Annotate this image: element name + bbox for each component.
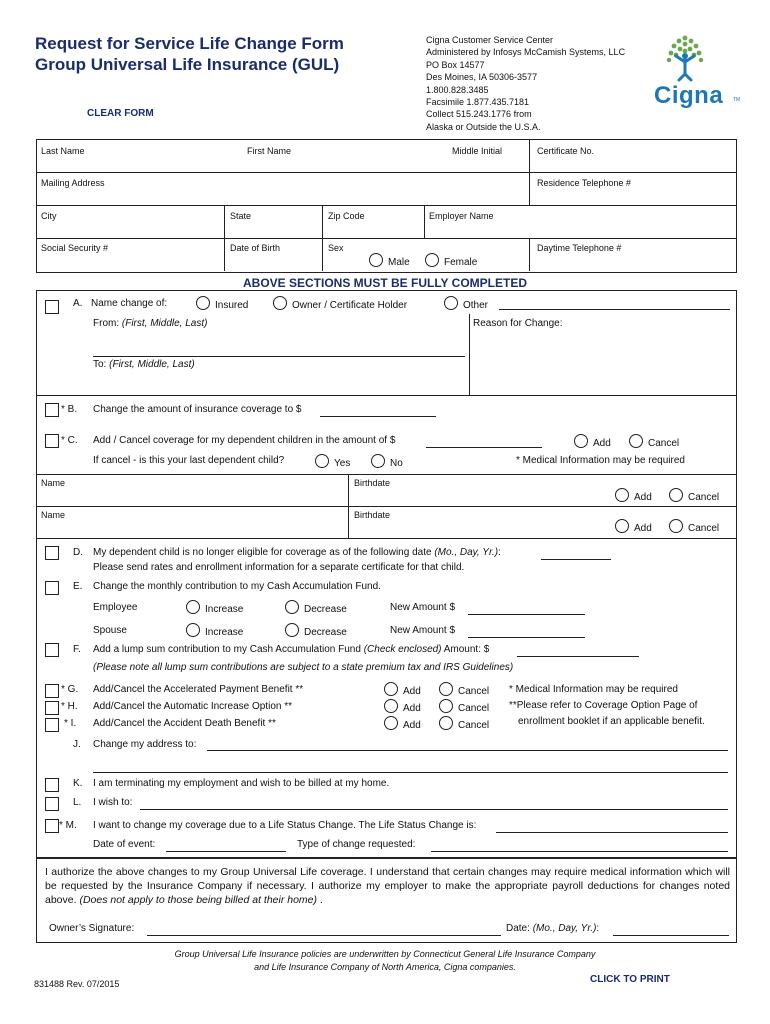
- section-g-checkbox[interactable]: [45, 684, 59, 698]
- section-c-letter: * C.: [61, 435, 78, 446]
- section-i-letter: * I.: [64, 718, 77, 729]
- ineligible-date-input[interactable]: [541, 559, 611, 560]
- section-g-cancel-radio[interactable]: Cancel: [439, 682, 489, 697]
- dependent-2-name-field[interactable]: Name: [41, 510, 66, 520]
- radio-icon[interactable]: [439, 699, 453, 713]
- dependent-2-birthdate-field[interactable]: Birthdate: [354, 510, 391, 520]
- section-d-letter: D.: [73, 547, 83, 558]
- section-e-checkbox[interactable]: [45, 581, 59, 595]
- employee-new-amount-label: New Amount $: [390, 602, 456, 613]
- date-of-event-label: Date of event:: [93, 839, 156, 850]
- ssn-field[interactable]: Social Security #: [41, 243, 109, 253]
- radio-icon[interactable]: [669, 488, 683, 502]
- authorization-text: I authorize the above changes to my Group Universal Life coverage. I understand that certain changes may require medical information which will be requested by the Insurance Company if necessary. I authorize my employer to make the appropriate payroll deductions for changes noted above. (Does not apply to those being billed at their home) .: [45, 866, 730, 906]
- signature-date-label: Date: (Mo., Day, Yr.):: [506, 923, 600, 934]
- dependent-2-add-radio[interactable]: Add: [615, 519, 652, 534]
- section-h-letter: * H.: [61, 701, 78, 712]
- sex-label: Sex: [328, 243, 344, 253]
- section-k-text: I am terminating my employment and wish to be billed at my home.: [93, 778, 390, 789]
- residence-phone-field[interactable]: Residence Telephone #: [537, 178, 631, 188]
- section-i-cancel-radio[interactable]: Cancel: [439, 716, 489, 731]
- wish-to-input[interactable]: [140, 809, 728, 810]
- section-f-text: Add a lump sum contribution to my Cash Accumulation Fund (Check enclosed) Amount: $: [93, 644, 490, 655]
- owner-signature-label: Owner’s Signature:: [49, 923, 135, 934]
- print-button[interactable]: CLICK TO PRINT: [590, 974, 670, 985]
- radio-icon[interactable]: [285, 623, 299, 637]
- service-center-address: Cigna Customer Service Center Administered by Infosys McCamish Systems, LLC PO Box 14577 Des Moines, IA 50306-3577 1.800.828.3485 Facsimile 1.877.435.7181 Collect 515.243.1776 from Alaska or Outside the U.S.A.: [426, 35, 626, 132]
- radio-icon[interactable]: [615, 488, 629, 502]
- employee-new-amount-input[interactable]: [468, 614, 585, 615]
- section-d-checkbox[interactable]: [45, 546, 59, 560]
- radio-icon[interactable]: [444, 296, 458, 310]
- radio-icon[interactable]: [384, 716, 398, 730]
- section-i-text: Add/Cancel the Accident Death Benefit **: [93, 718, 276, 729]
- section-m-checkbox[interactable]: [45, 819, 59, 833]
- first-name-field[interactable]: First Name: [247, 146, 292, 156]
- trademark-mark: TM: [733, 97, 741, 103]
- from-name-field[interactable]: From: (First, Middle, Last): [93, 318, 208, 329]
- change-type-label: Type of change requested:: [297, 839, 416, 850]
- section-g-text: Add/Cancel the Accelerated Payment Benefit **: [93, 684, 304, 695]
- section-e-letter: E.: [73, 581, 83, 592]
- to-name-field[interactable]: To: (First, Middle, Last): [93, 359, 195, 370]
- section-c-text: Add / Cancel coverage for my dependent children in the amount of $: [93, 435, 396, 446]
- section-a-letter: A.: [73, 298, 83, 309]
- section-j-letter: J.: [73, 739, 81, 750]
- radio-icon[interactable]: [669, 519, 683, 533]
- zip-field[interactable]: Zip Code: [328, 211, 365, 221]
- sex-female-radio[interactable]: Female: [425, 253, 477, 268]
- lump-sum-amount-input[interactable]: [517, 656, 639, 657]
- new-address-input-2[interactable]: [93, 772, 728, 773]
- spouse-new-amount-label: New Amount $: [390, 625, 456, 636]
- underwriting-note-1: Group Universal Life Insurance policies are underwritten by Connecticut General Life Insurance Company: [174, 949, 596, 959]
- section-m-text: I want to change my coverage due to a Life Status Change. The Life Status Change is:: [93, 820, 477, 831]
- radio-icon[interactable]: [315, 454, 329, 468]
- radio-icon[interactable]: [615, 519, 629, 533]
- medical-info-note: * Medical Information may be required: [516, 455, 685, 466]
- radio-icon[interactable]: [186, 600, 200, 614]
- last-child-no-radio[interactable]: No: [371, 454, 403, 469]
- employer-field[interactable]: Employer Name: [429, 211, 494, 221]
- underwriting-note-2: and Life Insurance Company of North America, Cigna companies.: [254, 962, 516, 972]
- cigna-logo-text: Cigna: [654, 82, 724, 109]
- section-g-letter: * G.: [61, 684, 79, 695]
- reason-for-change-field[interactable]: Reason for Change:: [473, 318, 563, 329]
- spouse-decrease-radio[interactable]: Decrease: [285, 623, 347, 638]
- section-c-add-radio[interactable]: Add: [574, 434, 611, 449]
- section-c-checkbox[interactable]: [45, 434, 59, 448]
- section-i-add-radio[interactable]: Add: [384, 716, 421, 731]
- mailing-address-field[interactable]: Mailing Address: [41, 178, 105, 188]
- dependent-amount-input[interactable]: [426, 447, 542, 448]
- radio-icon[interactable]: [186, 623, 200, 637]
- section-h-add-radio[interactable]: Add: [384, 699, 421, 714]
- section-m-letter: * M.: [59, 820, 77, 831]
- middle-initial-field[interactable]: Middle Initial: [452, 146, 503, 156]
- section-l-text: I wish to:: [93, 797, 133, 808]
- section-h-checkbox[interactable]: [45, 701, 59, 715]
- radio-icon[interactable]: [425, 253, 439, 267]
- insured-radio[interactable]: Insured: [196, 296, 248, 311]
- section-c-cancel-radio[interactable]: Cancel: [629, 434, 679, 449]
- certificate-no-field[interactable]: Certificate No.: [537, 146, 595, 156]
- section-a-label: Name change of:: [91, 298, 168, 309]
- section-h-cancel-radio[interactable]: Cancel: [439, 699, 489, 714]
- owner-signature-input[interactable]: [147, 935, 501, 936]
- section-h-text: Add/Cancel the Automatic Increase Option **: [93, 701, 293, 712]
- ghi-coverage-note: **Please refer to Coverage Option Page of: [509, 700, 698, 711]
- last-child-question: If cancel - is this your last dependent child?: [93, 455, 285, 466]
- other-radio[interactable]: Other: [444, 296, 488, 311]
- dob-field[interactable]: Date of Birth: [230, 243, 281, 253]
- section-j-text: Change my address to:: [93, 739, 197, 750]
- section-l-checkbox[interactable]: [45, 797, 59, 811]
- radio-icon[interactable]: [369, 253, 383, 267]
- radio-icon[interactable]: [439, 716, 453, 730]
- radio-icon[interactable]: [196, 296, 210, 310]
- spouse-increase-radio[interactable]: Increase: [186, 623, 243, 638]
- section-f-checkbox[interactable]: [45, 643, 59, 657]
- dependent-2-cancel-radio[interactable]: Cancel: [669, 519, 719, 534]
- dependent-1-name-field[interactable]: Name: [41, 478, 66, 488]
- radio-icon[interactable]: [439, 682, 453, 696]
- clear-form-button[interactable]: CLEAR FORM: [87, 108, 154, 119]
- state-field[interactable]: State: [230, 211, 252, 221]
- life-status-change-input[interactable]: [496, 832, 728, 833]
- from-name-input[interactable]: [93, 356, 465, 357]
- dependent-1-cancel-radio[interactable]: Cancel: [669, 488, 719, 503]
- employee-label: Employee: [93, 602, 138, 613]
- section-a-checkbox[interactable]: [45, 300, 59, 314]
- signature-date-input[interactable]: [613, 935, 729, 936]
- ghi-medical-note: * Medical Information may be required: [509, 684, 678, 695]
- radio-icon[interactable]: [574, 434, 588, 448]
- section-d-text: My dependent child is no longer eligible for coverage as of the following date (Mo., Day, Yr.):: [93, 547, 501, 558]
- daytime-phone-field[interactable]: Daytime Telephone #: [537, 243, 622, 253]
- section-g-add-radio[interactable]: Add: [384, 682, 421, 697]
- employee-decrease-radio[interactable]: Decrease: [285, 600, 347, 615]
- coverage-amount-input[interactable]: [320, 416, 436, 417]
- section-i-checkbox[interactable]: [45, 718, 59, 732]
- required-banner: ABOVE SECTIONS MUST BE FULLY COMPLETED: [242, 276, 528, 290]
- radio-icon[interactable]: [371, 454, 385, 468]
- form-subtitle: Group Universal Life Insurance (GUL): [35, 55, 340, 74]
- last-child-yes-radio[interactable]: Yes: [315, 454, 350, 469]
- section-f-note: (Please note all lump sum contributions are subject to a state premium tax and IRS Guidelines): [93, 662, 514, 673]
- new-address-input[interactable]: [207, 750, 728, 751]
- radio-icon[interactable]: [384, 682, 398, 696]
- city-field[interactable]: City: [41, 211, 57, 221]
- date-of-event-input[interactable]: [166, 851, 286, 852]
- section-d-line2: Please send rates and enrollment information for a separate certificate for that child.: [93, 562, 465, 573]
- employee-increase-radio[interactable]: Increase: [186, 600, 243, 615]
- section-k-checkbox[interactable]: [45, 778, 59, 792]
- radio-icon[interactable]: [629, 434, 643, 448]
- form-title: Request for Service Life Change Form: [35, 34, 344, 53]
- section-f-letter: F.: [73, 644, 81, 655]
- change-type-input[interactable]: [431, 851, 728, 852]
- radio-icon[interactable]: [384, 699, 398, 713]
- section-b-letter: * B.: [61, 404, 78, 415]
- last-name-field[interactable]: Last Name: [41, 146, 85, 156]
- sex-male-radio[interactable]: Male: [369, 253, 410, 268]
- radio-icon[interactable]: [285, 600, 299, 614]
- dependent-1-birthdate-field[interactable]: Birthdate: [354, 478, 391, 488]
- section-e-text: Change the monthly contribution to my Cash Accumulation Fund.: [93, 581, 381, 592]
- form-number: 831488 Rev. 07/2015: [34, 979, 120, 989]
- ghi-coverage-note-2: enrollment booklet if an applicable benefit.: [518, 716, 705, 727]
- spouse-new-amount-input[interactable]: [468, 637, 585, 638]
- section-l-letter: L.: [73, 797, 82, 808]
- section-b-checkbox[interactable]: [45, 403, 59, 417]
- other-input[interactable]: [499, 309, 730, 310]
- radio-icon[interactable]: [273, 296, 287, 310]
- spouse-label: Spouse: [93, 625, 127, 636]
- section-k-letter: K.: [73, 778, 83, 789]
- owner-radio[interactable]: Owner / Certificate Holder: [273, 296, 407, 311]
- section-b-text: Change the amount of insurance coverage to $: [93, 404, 302, 415]
- dependent-1-add-radio[interactable]: Add: [615, 488, 652, 503]
